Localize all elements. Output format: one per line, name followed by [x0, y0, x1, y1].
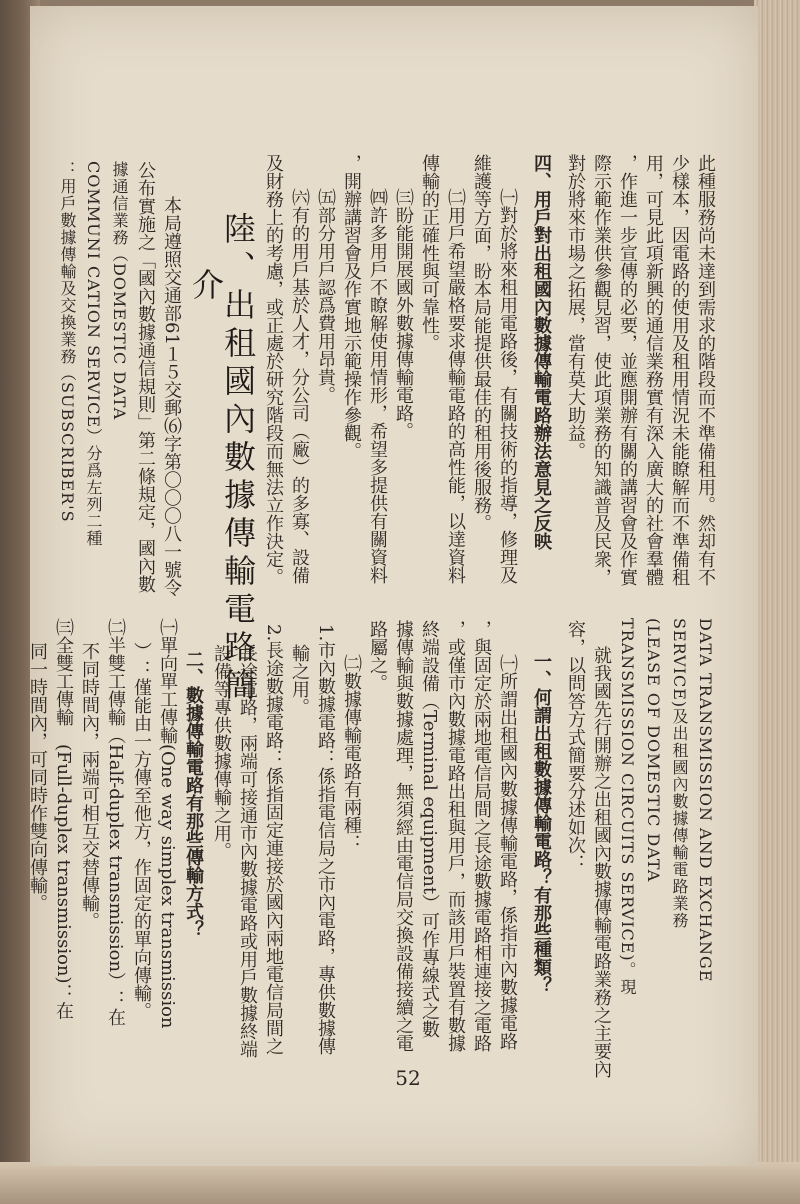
- text-column: ，或僅市內數據電路出租與用戶，而該用戶裝置有數據: [445, 620, 466, 1052]
- text-column: ，作進一步宣傳的必要，並應開辦有關的講習會及作實: [617, 154, 638, 586]
- list-item: ㈥有的用戶基於人才，分公司（廠）的多寡、設備: [289, 188, 310, 584]
- text-column: ：用戶數據傳輸及交換業務（SUBSCRIBER'S: [58, 161, 77, 523]
- list-item: 傳輸的正確性與可靠性。: [419, 154, 440, 352]
- list-item: 維護等方面，盼本局能提供最佳的租用後服務。: [471, 154, 492, 532]
- book-bottom-edge: [0, 1162, 800, 1204]
- text-column: COMMUNI CATION SERVICE）分爲左列二種: [84, 161, 103, 548]
- text-column: 設備等專供數據傳輸之用。: [211, 644, 232, 860]
- book-page: [27, 6, 758, 1166]
- list-item: ）：僅能由一方傳至他方，作固定的單向傳輸。: [131, 642, 152, 1020]
- question-heading-2: 二、數據傳輸電路有那些傳輸方式？: [183, 650, 204, 938]
- text-column: (LEASE OF DOMESTIC DATA: [644, 618, 663, 883]
- list-item: ㈣許多用戶不瞭解使用情形，希望多提供有關資料: [367, 188, 388, 584]
- text-column: ，與固定於兩地電信局間之長途數據電路相連接之電路: [471, 620, 492, 1052]
- text-column: 據傳輸與數據處理，無須經由電信局交換設備接續之電: [393, 620, 414, 1052]
- text-column: 少樣本，因電路的使用及租用情況未能瞭解而不準備租: [669, 154, 690, 586]
- text-column: TRANSMISSION CIRCUITS SERVICE)。現: [618, 618, 637, 996]
- list-item: ㈢盼能開展國外數據傳輸電路。: [393, 188, 414, 440]
- book-page-edges: [754, 0, 800, 1204]
- list-item: ㈠單向單工傳輸(One way simplex transmission: [157, 618, 178, 1029]
- text-column: 長途電路，兩端可接通市內數據電路或用戶數據終端: [237, 644, 258, 1058]
- text-column: 終端設備（Terminal equipment）可作專線式之數: [419, 620, 440, 1039]
- text-column: 此種服務尚未達到需求的階段而不準備租用。然却有不: [695, 154, 716, 586]
- text-column: 際示範作業供參觀見習，使此項業務的知識普及民衆，: [591, 154, 612, 586]
- text-column: 用，可見此項新興的通信業務實有深入廣大的社會羣體: [643, 154, 664, 586]
- text-column: DATA TRANSMISSION AND EXCHANGE: [696, 618, 715, 983]
- list-item: 同一時間內，可同時作雙向傳輸。: [27, 642, 48, 912]
- text-column: 路屬之。: [367, 620, 388, 692]
- list-item: ㈡半雙工傳輸（Half-duplex transmission）：在: [105, 618, 126, 1027]
- list-item: ㈤部分用戶認爲費用昂貴。: [315, 188, 336, 404]
- text-column: 就我國先行開辦之出租國內數據傳輸電路業務之主要內: [591, 646, 612, 1078]
- section-title: 介: [187, 268, 225, 306]
- list-item: ㈡用戶希望嚴格要求傳輸電路的高性能，以達資料: [445, 188, 466, 584]
- list-item: ，開辦講習會及作實地示範操作參觀。: [341, 154, 362, 460]
- text-column: 本局遵照交通部61１５交郵⑹字第〇〇〇八一號令: [161, 196, 182, 597]
- text-column: 據通信業務（DOMESTIC DATA: [110, 161, 129, 421]
- text-column: 1.市內數據電路：係指電信局之市內電路，專供數據傳: [315, 624, 336, 1056]
- text-column: 公布實施之「國內數據通信規則」第二條規定，國內數: [135, 161, 156, 593]
- page-number: 52: [395, 1066, 421, 1090]
- text-column: ㈠所謂出租國內數據傳輸電路，係指市內數據電路: [497, 654, 518, 1050]
- list-item: 不同時間內，兩端可相互交替傳輸。: [79, 642, 100, 930]
- text-column: ㈡數據傳輸電路有兩種：: [341, 654, 362, 852]
- section-heading-4: 四、用戶對出租國內數據傳輸電路辦法意見之反映: [531, 154, 552, 550]
- list-item: ㈢全雙工傳輸 (Full-duplex transmission)：在: [53, 618, 74, 1020]
- section-title: 陸、出租國內數據傳輸電路簡: [219, 212, 257, 706]
- list-item: ㈠對於將來租用電路後，有關技術的指導，修理及: [497, 188, 518, 584]
- text-column: 輸之用。: [289, 644, 310, 716]
- text-column: SERVICE)及出租國內數據傳輸電路業務: [670, 618, 689, 930]
- question-heading-1: 一、何謂出租數據傳輸電路？有那些種類？: [531, 652, 552, 994]
- list-item: 及財務上的考慮，或正處於研究階段而無法立作決定。: [263, 154, 284, 586]
- text-column: 容，以問答方式簡要分述如次：: [565, 620, 586, 872]
- text-column: 對於將來市場之拓展，當有莫大助益。: [565, 154, 586, 460]
- text-column: 2.長途數據電路：係指固定連接於國內兩地電信局間之: [263, 624, 284, 1056]
